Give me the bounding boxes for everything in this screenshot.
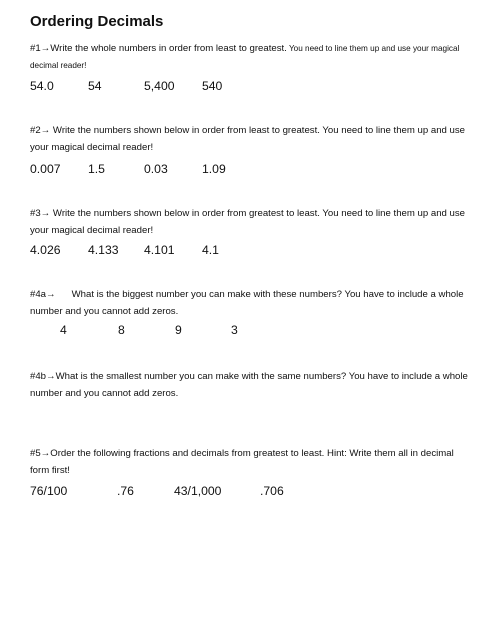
number-item: 4 <box>60 323 67 337</box>
number-item: .706 <box>260 484 284 498</box>
number-item: 1.09 <box>202 162 226 176</box>
number-item: 4.101 <box>144 243 175 257</box>
number-item: 0.007 <box>30 162 61 176</box>
question-text: What is the biggest number you can make with these numbers? You have to include a whole number and you cannot add zeros. <box>30 289 467 317</box>
question-text-small: You need to line them up and use your magical decimal reader! <box>30 44 460 70</box>
arrow-icon: → <box>40 448 51 459</box>
question-number: #4a <box>30 289 47 300</box>
question-number: #5 <box>30 448 41 459</box>
number-item: 1.5 <box>88 162 105 176</box>
question-number: #2 <box>30 125 41 136</box>
question-4a <box>30 286 470 320</box>
question-text: Order the following fractions and decimals from greatest to least. Hint: Write them all in decimal form first! <box>30 448 454 476</box>
question-2 <box>30 122 470 156</box>
question-number: #4b <box>30 371 47 382</box>
number-item: 4.1 <box>202 243 219 257</box>
question-number: #3 <box>30 208 41 219</box>
number-item: 54.0 <box>30 79 54 93</box>
number-item: 54 <box>88 79 102 93</box>
question-text: What is the smallest number you can make with the same numbers? You have to include a whole number and you cannot add zeros. <box>30 371 468 399</box>
question-text: Write the numbers shown below in order from greatest to least. You need to line them up and use your magical decimal reader! <box>30 208 465 236</box>
question-3 <box>30 205 470 239</box>
arrow-icon: → <box>40 125 51 136</box>
number-item: 540 <box>202 79 223 93</box>
number-item: 8 <box>118 323 125 337</box>
arrow-icon: → <box>40 43 51 54</box>
number-item: 3 <box>231 323 238 337</box>
question-4b <box>30 368 470 402</box>
question-number: #1 <box>30 43 41 54</box>
number-item: .76 <box>117 484 134 498</box>
number-item: 43/1,000 <box>174 484 222 498</box>
question-5 <box>30 445 470 479</box>
arrow-icon: → <box>46 371 56 382</box>
page-title: Ordering Decimals <box>30 13 164 30</box>
number-item: 76/100 <box>30 484 68 498</box>
question-text: Write the numbers shown below in order from least to greatest. You need to line them up and use your magical decimal reader! <box>30 125 465 153</box>
number-item: 0.03 <box>144 162 168 176</box>
question-1 <box>30 40 470 74</box>
question-text: Write the whole numbers in order from least to greatest. <box>50 43 287 54</box>
number-item: 5,400 <box>144 79 175 93</box>
arrow-icon: → <box>40 208 51 219</box>
arrow-icon: → <box>46 289 56 300</box>
number-item: 4.026 <box>30 243 61 257</box>
number-item: 9 <box>175 323 182 337</box>
number-item: 4.133 <box>88 243 119 257</box>
